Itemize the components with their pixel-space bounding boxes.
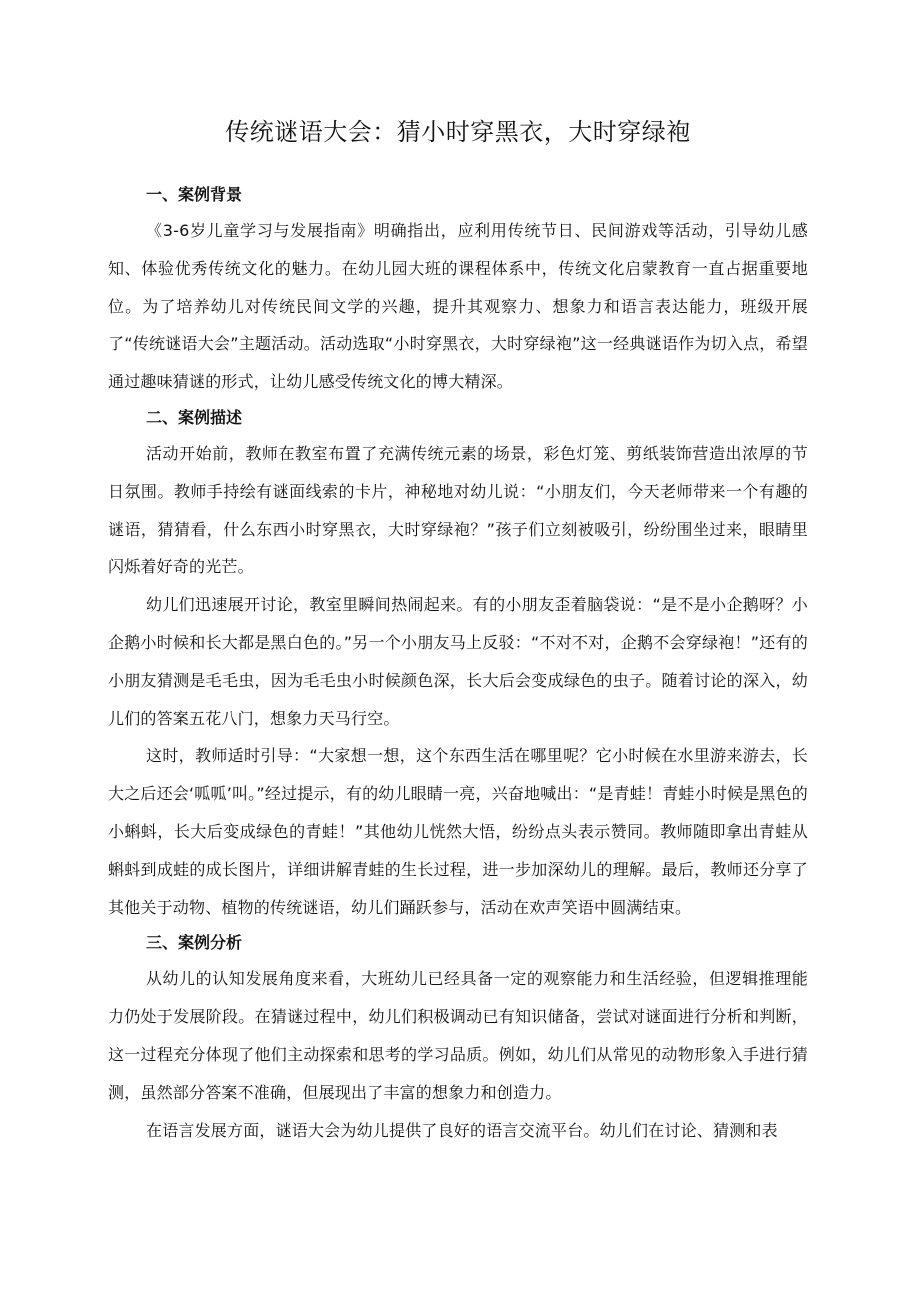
paragraph: 活动开始前，教师在教室布置了充满传统元素的场景，彩色灯笼、剪纸装饰营造出浓厚的节日氛围。教师手持绘有谜面线索的卡片，神秘地对幼儿说：“小朋友们，今天老师带来一个有趣的谜语，猜猜看，什么东西小时穿黑衣，大时穿绿袍？”孩子们立刻被吸引，纷纷围坐过来，眼睛里闪烁着好奇的光芒。 bbox=[108, 443, 808, 577]
paragraph: 在语言发展方面，谜语大会为幼儿提供了良好的语言交流平台。幼儿们在讨论、猜测和表 bbox=[146, 1120, 778, 1140]
section-heading: 二、案例描述 bbox=[146, 407, 243, 427]
paragraph: 从幼儿的认知发展角度来看，大班幼儿已经具备一定的观察能力和生活经验，但逻辑推理能力仍处于发展阶段。在猜谜过程中，幼儿们积极调动已有知识储备，尝试对谜面进行分析和判断，这一过程充分体现了他们主动探索和思考的学习品质。例如，幼儿们从常见的动物形象入手进行猜测，虽然部分答案不准确，但展现出了丰富的想象力和创造力。 bbox=[108, 969, 808, 1102]
document-title: 传统谜语大会：猜小时穿黑衣，大时穿绿袍 bbox=[225, 118, 691, 146]
section-analysis bbox=[108, 926, 808, 1149]
section-description bbox=[108, 401, 808, 926]
paragraph: 《3-6岁儿童学习与发展指南》明确指出，应利用传统节日、民间游戏等活动，引导幼儿感知、体验优秀传统文化的魅力。在幼儿园大班的课程体系中，传统文化启蒙教育一直占据重要地位。为了培养幼儿对传统民间文学的兴趣，提升其观察力、想象力和语言表达能力，班级开展了“传统谜语大会”主题活动。活动选取“小时穿黑衣，大时穿绿袍”这一经典谜语作为切入点，希望通过趣味猜谜的形式，让幼儿感受传统文化的博大精深。 bbox=[108, 221, 808, 392]
paragraph: 幼儿们迅速展开讨论，教室里瞬间热闹起来。有的小朋友歪着脑袋说：“是不是小企鹅呀？小企鹅小时候和长大都是黑白色的。”另一个小朋友马上反驳：“不对不对，企鹅不会穿绿袍！”还有的小朋友猜测是毛毛虫，因为毛毛虫小时候颜色深，长大后会变成绿色的虫子。随着讨论的深入，幼儿们的答案五花八门，想象力天马行空。 bbox=[108, 595, 808, 728]
section-background bbox=[108, 178, 808, 401]
section-heading: 三、案例分析 bbox=[146, 933, 243, 953]
section-heading: 一、案例背景 bbox=[146, 185, 243, 204]
document-page bbox=[108, 110, 808, 1149]
paragraph: 这时，教师适时引导：“大家想一想，这个东西生活在哪里呢？它小时候在水里游来游去，长大之后还会‘呱呱’叫。”经过提示，有的幼儿眼睛一亮，兴奋地喊出：“是青蛙！青蛙小时候是黑色的小蝌蚪，长大后变成绿色的青蛙！”其他幼儿恍然大悟，纷纷点头表示赞同。教师随即拿出青蛙从蝌蚪到成蛙的成长图片，详细讲解青蛙的生长过程，进一步加深幼儿的理解。最后，教师还分享了其他关于动物、植物的传统谜语，幼儿们踊跃参与，活动在欢声笑语中圆满结束。 bbox=[108, 746, 808, 917]
